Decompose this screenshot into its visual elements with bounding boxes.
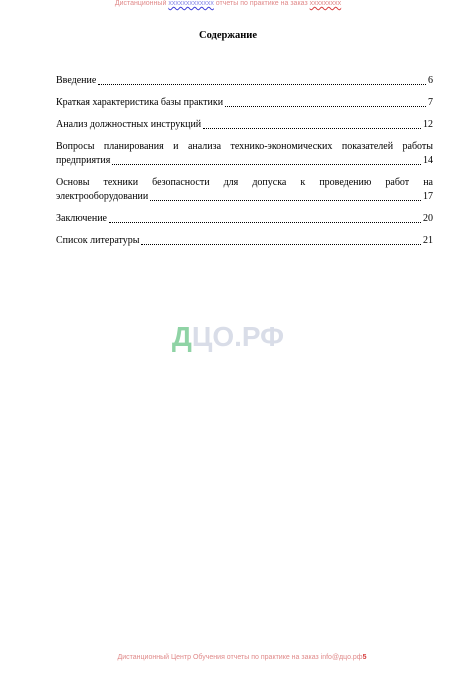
table-of-contents [56,74,433,256]
page-header [0,0,456,8]
toc-leader-dots [109,222,421,223]
toc-item-planning-analysis[interactable] [56,140,433,168]
toc-leader-dots [150,200,421,201]
toc-item-base-description[interactable] [56,96,433,110]
toc-item-label-line2: электрооборудовании [56,191,149,202]
toc-item-page: 6 [428,75,433,86]
page-title: Содержание [199,30,257,41]
header-text-1: Дистанционный [114,0,167,7]
toc-item-page: 14 [423,155,433,166]
toc-item-label: Анализ должностных инструкций [56,119,202,130]
toc-leader-dots [225,106,426,107]
watermark-logo [0,322,456,352]
toc-item-page: 17 [423,191,433,202]
watermark-first-letter: Д [171,321,192,352]
toc-item-label-line1: Вопросы планирования и анализа технико-экономических показателей работы [56,141,433,152]
header-text-4: ххххххххх [309,0,342,7]
toc-item-label: Краткая характеристика базы практики [56,97,224,108]
header-text-3: отчеты по практике на заказ [215,0,308,7]
toc-item-label-line1: Основы техники безопасности для допуска к проведению работ на [56,177,433,188]
watermark-rest: ЦО.РФ [191,321,285,352]
toc-item-references[interactable] [56,234,433,248]
footer-text: Дистанционный Центр Обучения отчеты по практике на заказ info@дцо.рф [117,654,363,661]
toc-item-label: Список литературы [56,235,140,246]
toc-item-page: 20 [423,213,433,224]
toc-item-label: Введение [56,75,97,86]
footer-page-number: 5 [362,654,367,661]
header-text-2: ххххххххххххх [168,0,214,7]
toc-item-page: 12 [423,119,433,130]
toc-leader-dots [203,128,421,129]
toc-item-label-line2-row [56,190,433,204]
toc-item-page: 7 [428,97,433,108]
toc-item-label-line2-row [56,154,433,168]
toc-item-introduction[interactable] [56,74,433,88]
toc-leader-dots [112,164,421,165]
toc-leader-dots [141,244,421,245]
toc-item-job-instructions[interactable] [56,118,433,132]
toc-item-label-line2: предприятия [56,155,111,166]
toc-item-safety-basics[interactable] [56,176,433,204]
page-footer [0,653,456,662]
toc-item-label: Заключение [56,213,107,224]
toc-leader-dots [98,84,426,85]
toc-item-page: 21 [423,235,433,246]
toc-item-conclusion[interactable] [56,212,433,226]
